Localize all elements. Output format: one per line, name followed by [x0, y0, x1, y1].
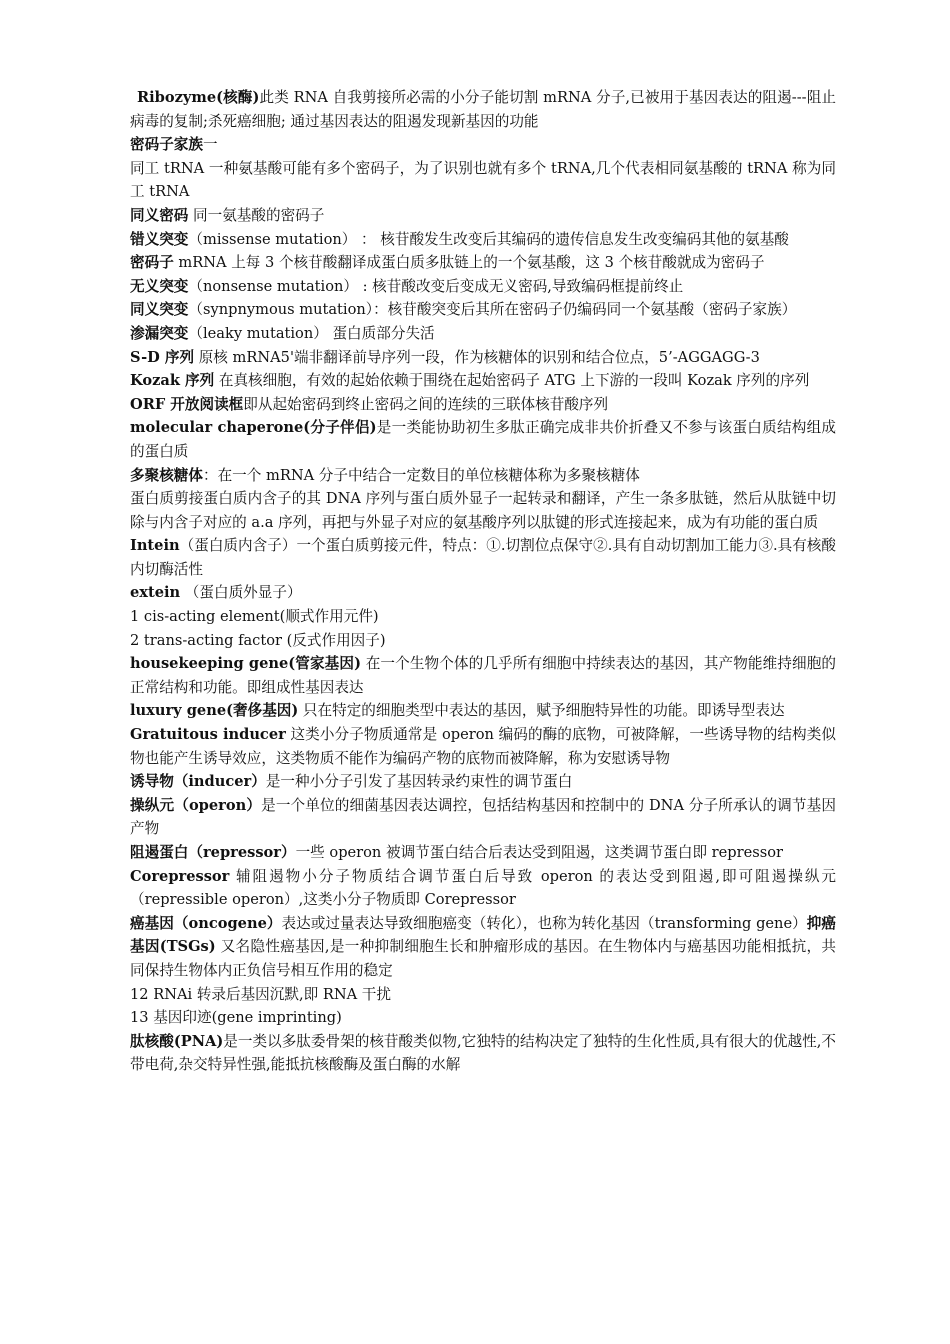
definition: （nonsense mutation） : 核苷酸改变后变成无义密码,导致编码框提前终止 [188, 277, 684, 295]
definition: 辅阻遏物小分子物质结合调节蛋白后导致 operon 的表达受到阻遏,即可阻遏操纵元（repressible operon）,这类小分子物质即 Corepressor [130, 867, 836, 909]
entry-leaky-mutation [130, 322, 836, 346]
term: Gratuitous inducer [130, 726, 286, 744]
entry-missense-mutation [130, 228, 836, 252]
entry-protein-splicing [130, 487, 836, 534]
entry-orf [130, 393, 836, 417]
definition: 同一氨基酸的密码子 [188, 206, 325, 224]
term: 密码子 [130, 254, 174, 272]
term: 诱导物（inducer） [130, 773, 266, 791]
entry-polysome [130, 464, 836, 488]
entry-trans-acting-factor [130, 629, 836, 653]
entry-ribozyme [130, 86, 836, 133]
term: 肽核酸(PNA) [130, 1032, 224, 1050]
definition: 1 cis-acting element(顺式作用元件) [130, 608, 379, 626]
definition: 一 [202, 136, 218, 154]
definition: （蛋白质外显子） [180, 584, 302, 602]
term: 阻遏蛋白（repressor） [130, 844, 296, 861]
definition: 在真核细胞，有效的起始依赖于围绕在起始密码子 ATG 上下游的一段叫 Kozak 序列的序列 [214, 372, 810, 390]
term: 操纵元（operon） [130, 796, 262, 814]
term: 错义突变 [130, 230, 189, 248]
entry-rnai [130, 983, 836, 1007]
definition: 原核 mRNA5'端非翻译前导序列一段，作为核糖体的识别和结合位点，5’-AGGAGG-3 [194, 348, 760, 366]
term: 多聚核糖体 [130, 466, 203, 484]
term: Corepressor [130, 867, 230, 885]
entry-intein [130, 534, 836, 581]
entry-sd-sequence [130, 346, 836, 370]
definition: 是一个单位的细菌基因表达调控，包括结构基因和控制中的 DNA 分子所承认的调节基因产物 [130, 796, 836, 838]
definition: 同工 tRNA 一种氨基酸可能有多个密码子，为了识别也就有多个 tRNA,几个代表相同氨基酸的 tRNA 称为同工 tRNA [130, 159, 836, 201]
entry-gene-imprinting [130, 1006, 836, 1030]
entry-oncogene [130, 912, 836, 983]
entry-cis-acting-element [130, 605, 836, 629]
entry-nonsense-mutation [130, 275, 836, 299]
term: 渗漏突变 [130, 324, 189, 342]
entry-isoaccepting-trna [130, 157, 836, 204]
definition-tsgs: 又名隐性癌基因,是一种抑制细胞生长和肿瘤形成的基因。在生物体内与癌基因功能相抵抗，共同保持生物体内正负信号相互作用的稳定 [130, 938, 836, 979]
definition: 是一种小分子引发了基因转录约束性的调节蛋白 [265, 773, 573, 791]
entry-codon [130, 251, 836, 275]
term-tsgs: 抑癌基因(TSGs) [130, 914, 836, 956]
definition: 13 基因印迹(gene imprinting) [130, 1009, 342, 1027]
definition: 2 trans-acting factor (反式作用因子) [130, 631, 386, 649]
definition: 一些 operon 被调节蛋白结合后表达受到阻遏，这类调节蛋白即 repressor [295, 844, 783, 861]
entry-inducer [130, 770, 836, 794]
entry-corepressor [130, 865, 836, 912]
entry-gratuitous-inducer [130, 723, 836, 770]
definition: （synpnymous mutation）：核苷酸突变后其所在密码子仍编码同一个氨基酸（密码子家族） [188, 301, 797, 319]
definition: （蛋白质内含子）一个蛋白质剪接元件，特点：①.切割位点保守②.具有自动切割加工能力③.具有核酸内切酶活性 [130, 537, 836, 578]
term: 同义突变 [130, 301, 189, 319]
term: Ribozyme(核酶) [137, 89, 260, 106]
term: luxury gene(奢侈基因) [130, 702, 299, 720]
term: 无义突变 [130, 277, 189, 295]
entry-operon [130, 794, 836, 841]
term: 密码子家族 [130, 136, 203, 154]
definition: 只在特定的细胞类型中表达的基因，赋予细胞特异性的功能。即诱导型表达 [298, 702, 785, 720]
entry-luxury-gene [130, 699, 836, 723]
term: ORF 开放阅读框 [130, 395, 244, 413]
entry-synonymous-mutation [130, 298, 836, 322]
term: molecular chaperone(分子伴侣) [130, 419, 377, 437]
term: housekeeping gene(管家基因) [130, 655, 361, 673]
definition: 在一个生物个体的几乎所有细胞中持续表达的基因，其产物能维持细胞的正常结构和功能。即组成性基因表达 [130, 655, 836, 696]
entry-extein [130, 581, 836, 605]
definition: 表达或过量表达导致细胞癌变（转化），也称为转化基因（transforming gene） [281, 914, 807, 932]
term: Kozak 序列 [130, 372, 215, 390]
definition: 是一类以多肽委骨架的核苷酸类似物,它独特的结构决定了独特的生化性质,具有很大的优越性,不带电荷,杂交特异性强,能抵抗核酸酶及蛋白酶的水解 [130, 1032, 836, 1074]
term: 癌基因（oncogene） [130, 914, 282, 932]
entry-molecular-chaperone [130, 416, 836, 463]
entry-codon-family [130, 133, 836, 157]
term: S-D 序列 [130, 348, 195, 366]
definition: 12 RNAi 转录后基因沉默,即 RNA 干扰 [130, 985, 391, 1003]
entry-synonymous-codon [130, 204, 836, 228]
definition: 即从起始密码到终止密码之间的连续的三联体核苷酸序列 [243, 395, 609, 413]
definition: 这类小分子物质通常是 operon 编码的酶的底物，可被降解，一些诱导物的结构类似物也能产生诱导效应，这类物质不能作为编码产物的底物而被降解，称为安慰诱导物 [130, 726, 836, 767]
definition: 此类 RNA 自我剪接所必需的小分子能切割 mRNA 分子,已被用于基因表达的阻遏---阻止病毒的复制;杀死癌细胞; 通过基因表达的阻遏发现新基因的功能 [130, 89, 836, 130]
term: Intein [130, 537, 180, 555]
entry-kozak-sequence [130, 369, 836, 393]
definition: mRNA 上每 3 个核苷酸翻译成蛋白质多肽链上的一个氨基酸，这 3 个核苷酸就成为密码子 [173, 254, 765, 272]
definition: 蛋白质剪接蛋白质内含子的其 DNA 序列与蛋白质外显子一起转录和翻译，产生一条多肽链，然后从肽链中切除与内含子对应的 a.a 序列，再把与外显子对应的氨基酸序列以肽键的形式连接起来，成为有功能的蛋白质 [130, 490, 836, 531]
definition: 是一类能协助初生多肽正确完成非共价折叠又不参与该蛋白质结构组成的蛋白质 [130, 419, 836, 460]
definition: （missense mutation） ： 核苷酸发生改变后其编码的遗传信息发生改变编码其他的氨基酸 [188, 230, 789, 248]
term: 同义密码 [130, 206, 189, 224]
entry-pna [130, 1030, 836, 1077]
document-body [130, 86, 836, 1077]
definition: （leaky mutation） 蛋白质部分失活 [188, 324, 435, 342]
entry-repressor [130, 841, 836, 865]
term: extein [130, 584, 181, 602]
definition: ：在一个 mRNA 分子中结合一定数目的单位核糖体称为多聚核糖体 [202, 466, 640, 484]
entry-housekeeping-gene [130, 652, 836, 699]
